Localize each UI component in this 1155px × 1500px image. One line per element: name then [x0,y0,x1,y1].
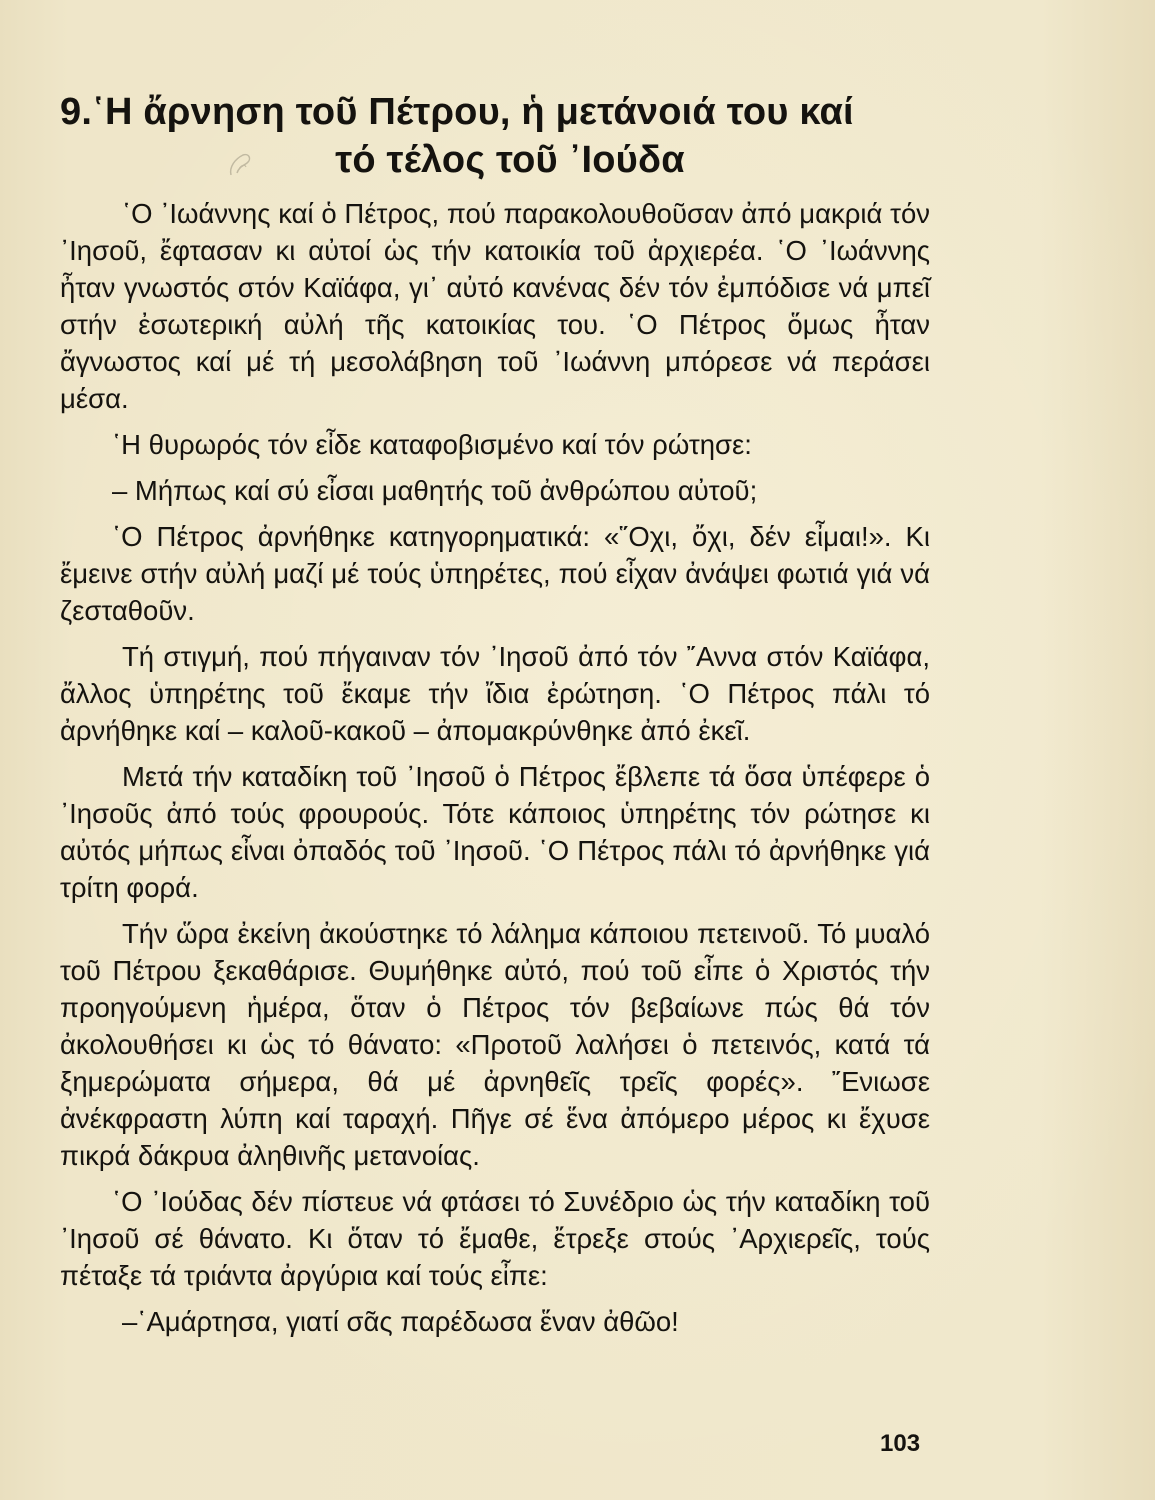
paragraph: Τήν ὥρα ἐκείνη ἀκούστηκε τό λάλημα κάποιου πετεινοῦ. Τό μυαλό τοῦ Πέτρου ξεκαθάρισε. Θυμήθηκε αὐτό, πού τοῦ εἶπε ὁ Χριστός τήν προηγούμενη ἡμέρα, ὅταν ὁ Πέτρος τόν βεβαίωνε πώς θά τόν ἀκολουθήσει κι ὡς τό θάνατο: «Προτοῦ λαλήσει ὁ πετεινός, κατά τά ξημερώματα σήμερα, θά μέ ἀρνηθεῖς τρεῖς φορές». ῎Ενιωσε ἀνέκφραστη λύπη καί ταραχή. Πῆγε σέ ἕνα ἀπόμερο μέρος κι ἔχυσε πικρά δάκρυα ἀληθινῆς μετανοίας. [60,918,930,1171]
paragraph: ῾Ο Πέτρος ἀρνήθηκε κατηγορηματικά: «῞Οχι, ὄχι, δέν εἶμαι!». Κι ἔμεινε στήν αὐλή μαζί μέ τούς ὑπηρέτες, πού εἶχαν ἀνάψει φωτιά γιά νά ζεσταθοῦν. [60,521,930,626]
paragraph: Μετά τήν καταδίκη τοῦ ᾿Ιησοῦ ὁ Πέτρος ἔβλεπε τά ὅσα ὑπέφερε ὁ ᾿Ιησοῦς ἀπό τούς φρουρούς. Τότε κάποιος ὑπηρέτης τόν ρώτησε κι αὐτός μήπως εἶναι ὀπαδός τοῦ ᾿Ιησοῦ. ῾Ο Πέτρος πάλι τό ἀρνήθηκε γιά τρίτη φορά. [60,761,930,903]
chapter-body [60,195,930,1349]
paragraph: ῾Η θυρωρός τόν εἶδε καταφοβισμένο καί τόν ρώτησε: [112,429,752,460]
chapter-title-line2: τό τέλος τοῦ ᾿Ιούδα [335,139,685,181]
dialogue-line: – Μήπως καί σύ εἶσαι μαθητής τοῦ ἀνθρώπου αὐτοῦ; [112,475,758,506]
chapter-title-line1: 9.῾Η ἄρνηση τοῦ Πέτρου, ἡ μετάνοιά του καί [60,91,854,133]
page-number: 103 [880,1430,921,1457]
paragraph: ῾Ο ᾿Ιωάννης καί ὁ Πέτρος, πού παρακολουθοῦσαν ἀπό μακριά τόν ᾿Ιησοῦ, ἔφτασαν κι αὐτοί ὡς τήν κατοικία τοῦ ἀρχιερέα. ῾Ο ᾿Ιωάννης ἦταν γνωστός στόν Καϊάφα, γι᾿ αὐτό κανένας δέν τόν ἐμπόδισε νά μπεῖ στήν ἐσωτερική αὐλή τῆς κατοικίας του. ῾Ο Πέτρος ὅμως ἦταν ἄγνωστος καί μέ τή μεσολάβηση τοῦ ᾿Ιωάννη μπόρεσε νά περάσει μέσα. [60,198,930,414]
chapter-title [60,88,940,184]
dialogue-line: –῾Αμάρτησα, γιατί σᾶς παρέδωσα ἕναν ἀθῶο! [122,1306,679,1337]
paragraph: Τή στιγμή, πού πήγαιναν τόν ᾿Ιησοῦ ἀπό τόν ῎Αννα στόν Καϊάφα, ἄλλος ὑπηρέτης τοῦ ἔκαμε τήν ἴδια ἐρώτηση. ῾Ο Πέτρος πάλι τό ἀρνήθηκε καί – καλοῦ-κακοῦ – ἀπομακρύνθηκε ἀπό ἐκεῖ. [60,641,930,746]
paragraph: ῾Ο ᾿Ιούδας δέν πίστευε νά φτάσει τό Συνέδριο ὡς τήν καταδίκη τοῦ ᾿Ιησοῦ σέ θάνατο. Κι ὅταν τό ἔμαθε, ἔτρεξε στούς ᾿Αρχιερεῖς, τούς πέταξε τά τριάντα ἀργύρια καί τούς εἶπε: [60,1186,930,1291]
